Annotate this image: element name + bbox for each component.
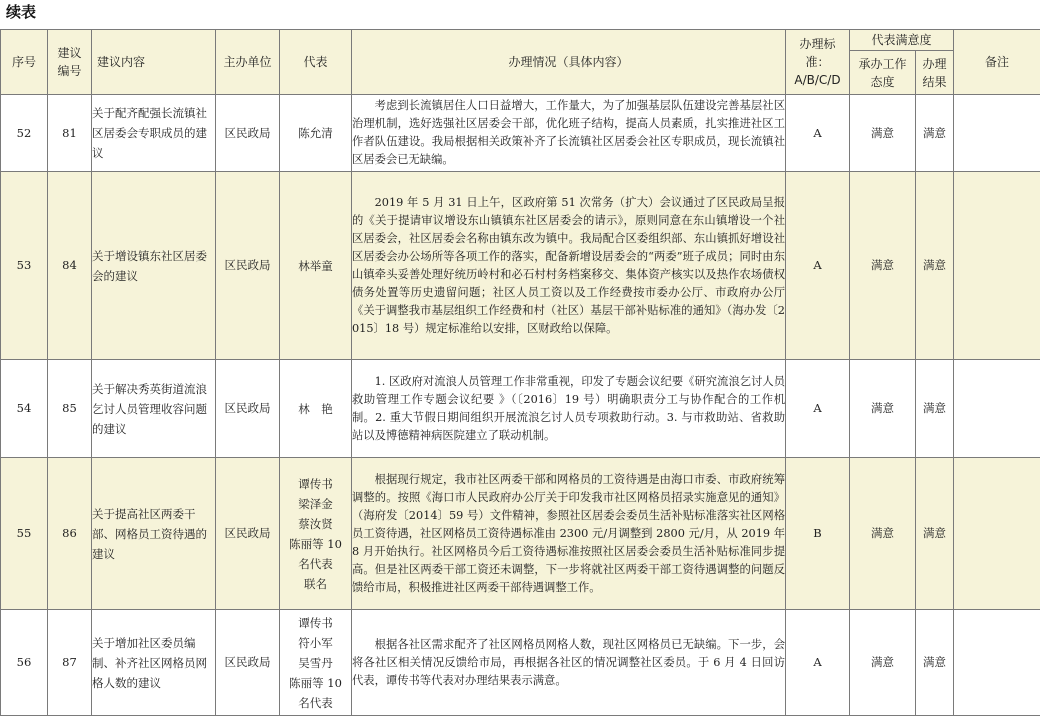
row-detail: 根据现行规定，我市社区两委干部和网格员的工资待遇是由海口市委、市政府统筹调整的。按照《海口市人民政府办公厅关于印发我市社区网格员招录实施意见的通知》（海府发〔2014〕59 号）文件精神，参照社区居委会委员生活补贴标准落实社区网格员工资待遇，社区网格员工资待遇标准由 2300 元/月调整到 2800 元/月，从 2019 年 8 月开始执行。社区网格员今后工资待遇标准按照社区居委会委员生活补贴标准同步提高。但是社区两委干部工资还未调整，下一步将就社区两委干部工资待遇调整的问题反馈给市局，积极推进社区两委干部待遇调整工作。 — [352, 458, 786, 610]
row-attitude: 满意 — [850, 360, 916, 458]
row-attitude: 满意 — [850, 610, 916, 716]
rep-name: 陈丽等 10 — [289, 675, 342, 690]
header-proposal-no: 建议编号 — [48, 30, 92, 95]
row-standard: A — [786, 610, 850, 716]
table-row — [1, 360, 1040, 458]
header-detail: 办理情况（具体内容） — [352, 30, 786, 95]
rep-name: 陈允清 — [298, 126, 333, 140]
row-content: 关于解决秀英街道流浪乞讨人员管理收容问题的建议 — [92, 360, 216, 458]
row-proposal-no: 85 — [48, 360, 92, 458]
row-proposal-no: 87 — [48, 610, 92, 716]
row-reps — [280, 95, 352, 172]
row-detail: 2019 年 5 月 31 日上午，区政府第 51 次常务（扩大）会议通过了区民政局呈报的《关于提请审议增设东山镇镇东社区居委会的请示》，原则同意在东山镇增设一个社区居委会，社区居委会名称由镇东改为镇中。我局配合区委组织部、东山镇抓好增设社区居委会办公场所等各项工作的落实，配备新增设居委会的“两委”班子成员；同时由东山镇牵头妥善处理好统历岭村和必石村村务档案移交、集体资产核实以及热作农场债权债务处置等历史遗留问题；社区人员工资以及工作经费按市委办公厅、市政府办公厅《关于调整我市基层组织工作经费和村（社区）基层干部补贴标准的通知》（海办发〔2015〕18 号）规定标准给以安排，区财政给以保障。 — [352, 172, 786, 360]
row-detail: 根据各社区需求配齐了社区网格员网格人数，现社区网格员已无缺编。下一步，会将各社区相关情况反馈给市局，再根据各社区的情况调整社区委员。于 6 月 4 日回访代表，谭传书等代表对办理结果表示满意。 — [352, 610, 786, 716]
row-remark — [954, 610, 1040, 716]
row-remark — [954, 458, 1040, 610]
rep-name: 林举童 — [298, 258, 333, 273]
row-attitude: 满意 — [850, 458, 916, 610]
table-row — [1, 95, 1040, 172]
rep-name: 联名 — [304, 576, 327, 591]
proposal-table — [0, 29, 1040, 716]
row-detail: 考虑到长流镇居住人口日益增大，工作量大，为了加强基层队伍建设完善基层社区治理机制，选好选强社区居委会干部，优化班子结构，提高人员素质，扎实推进社区工作者队伍建设。我局根据相关政策补齐了长流镇社区居委会社区专职成员，现长流镇社区居委会已无缺编。 — [352, 95, 786, 172]
row-proposal-no: 81 — [48, 95, 92, 172]
row-content: 关于增设镇东社区居委会的建议 — [92, 172, 216, 360]
row-proposal-no: 86 — [48, 458, 92, 610]
rep-name: 符小军 — [298, 635, 333, 650]
row-reps — [280, 458, 352, 610]
row-result: 满意 — [916, 458, 954, 610]
row-standard: B — [786, 458, 850, 610]
rep-name: 梁泽金 — [298, 496, 333, 511]
table-caption: 续表 — [6, 3, 37, 21]
table-row — [1, 610, 1040, 716]
row-result: 满意 — [916, 172, 954, 360]
row-remark — [954, 172, 1040, 360]
header-unit: 主办单位 — [216, 30, 280, 95]
rep-name: 陈丽等 10 — [289, 536, 342, 551]
rep-name: 谭传书 — [298, 476, 333, 491]
row-standard: A — [786, 360, 850, 458]
header-remark: 备注 — [954, 30, 1040, 95]
header-satisfaction: 代表满意度 — [850, 30, 954, 51]
row-reps — [280, 172, 352, 360]
row-seq: 56 — [1, 610, 48, 716]
rep-name: 蔡汝贤 — [298, 516, 333, 531]
row-reps — [280, 610, 352, 716]
row-content: 关于提高社区两委干部、网格员工资待遇的建议 — [92, 458, 216, 610]
rep-name: 林 艳 — [298, 401, 333, 416]
row-unit: 区民政局 — [216, 95, 280, 172]
row-unit: 区民政局 — [216, 458, 280, 610]
row-result: 满意 — [916, 360, 954, 458]
header-content: 建议内容 — [92, 30, 216, 95]
row-proposal-no: 84 — [48, 172, 92, 360]
row-remark — [954, 360, 1040, 458]
row-remark — [954, 95, 1040, 172]
rep-name: 名代表 — [298, 556, 333, 571]
table-row — [1, 172, 1040, 360]
header-rep: 代表 — [280, 30, 352, 95]
row-result: 满意 — [916, 610, 954, 716]
row-seq: 53 — [1, 172, 48, 360]
row-unit: 区民政局 — [216, 360, 280, 458]
row-unit: 区民政局 — [216, 172, 280, 360]
row-seq: 52 — [1, 95, 48, 172]
row-reps — [280, 360, 352, 458]
row-standard: A — [786, 172, 850, 360]
rep-name: 谭传书 — [298, 615, 333, 630]
row-result: 满意 — [916, 95, 954, 172]
table-row — [1, 458, 1040, 610]
row-attitude: 满意 — [850, 172, 916, 360]
row-standard: A — [786, 95, 850, 172]
row-attitude: 满意 — [850, 95, 916, 172]
rep-name: 名代表 — [298, 695, 333, 710]
rep-name: 吴雪丹 — [298, 655, 333, 670]
row-detail: 1. 区政府对流浪人员管理工作非常重视，印发了专题会议纪要《研究流浪乞讨人员救助管理工作专题会议纪要 》（〔2016〕19 号）明确职责分工与协作配合的工作机制。2. 重大节假日期间组织开展流浪乞讨人员专项救助行动。3. 与市救助站、省救助站以及博德精神病医院建立了联动机制。 — [352, 360, 786, 458]
row-seq: 54 — [1, 360, 48, 458]
row-content: 关于配齐配强长流镇社区居委会专职成员的建议 — [92, 95, 216, 172]
header-result: 办理结果 — [916, 51, 954, 95]
header-seq: 序号 — [1, 30, 48, 95]
header-standard: 办理标准：A/B/C/D — [786, 30, 850, 95]
row-unit: 区民政局 — [216, 610, 280, 716]
row-seq: 55 — [1, 458, 48, 610]
row-content: 关于增加社区委员编制、补齐社区网格员网格人数的建议 — [92, 610, 216, 716]
header-attitude: 承办工作态度 — [850, 51, 916, 95]
